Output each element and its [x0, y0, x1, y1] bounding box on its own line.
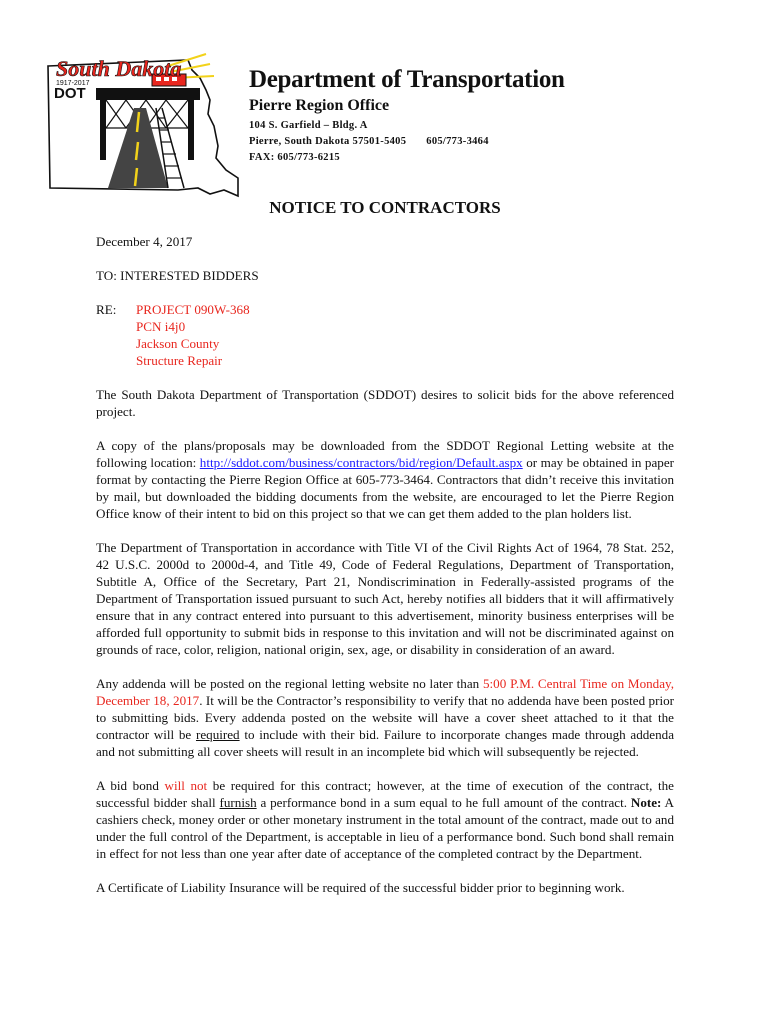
- required-underlined: required: [195, 727, 240, 742]
- letting-website-link[interactable]: http://sddot.com/business/contractors/bid/region/Default.aspx: [199, 455, 523, 470]
- re-county: Jackson County: [136, 336, 220, 351]
- paragraph-addenda: [96, 675, 674, 760]
- bond-text-mid2: a performance bond in a sum equal to he full amount of the contract.: [256, 795, 631, 810]
- phone-number: 605/773-3464: [426, 136, 489, 147]
- address-block: [249, 118, 565, 166]
- department-name: Department of Transportation: [249, 66, 565, 93]
- bond-text-before: A bid bond: [96, 778, 165, 793]
- address-line-2: [249, 134, 565, 150]
- paragraph-plans: [96, 437, 674, 522]
- addenda-text-mid: . It will be the Contractor’s responsibility to verify that no addenda have been posted prior to submitting bids. Every addenda posted on the website will have a cover sheet attached to it that the contractor will be: [96, 693, 675, 742]
- re-work-type: Structure Repair: [136, 353, 223, 368]
- re-project: PROJECT 090W-368: [136, 302, 250, 317]
- sddot-logo-graphic: [38, 48, 244, 198]
- addenda-text-after: to include with their bid. Failure to incorporate changes made through addenda and not submitting all cover sheets will result in an incomplete bid which will subsequently be rejected.: [96, 727, 675, 759]
- paragraph-civil-rights: The Department of Transportation in accordance with Title VI of the Civil Rights Act of 1964, 78 Stat. 252, 42 U.S.C. 2000d to 2000d-4, and Title 49, Code of Federal Regulations, Department of Transportation, Subtitle A, Office of the Secretary, Part 21, Nondiscrimination in Federally-assisted programs of the Department of Transportation issued pursuant to such Act, hereby notifies all bidders that it will affirmatively ensure that in any contract entered into pursuant to this advertisement, minority business enterprises will be afforded full opportunity to submit bids in response to this invitation and will not be discriminated against on grounds of race, color, religion, national origin, sex, age, or disability in consideration of an award.: [96, 540, 674, 657]
- plans-text-after: or may be obtained in paper format by contacting the Pierre Region Office at 605-773-3464. Contractors that didn’t receive this invitation by mail, but downloaded the bidding documents from the website, are encouraged to let the Pierre Region Office know of their intent to bid on this project so that we can get them added to the plan holders list.: [96, 455, 674, 521]
- sddot-logo: [38, 48, 244, 198]
- address-line-1: 104 S. Garfield – Bldg. A: [249, 120, 368, 131]
- bond-text-after: A cashiers check, money order or other monetary instrument in the total amount of the contract, made out to and under the full control of the Department, is acceptable in lieu of a performance bond. Such bond shall remain in effect for not less than one year after date of acceptance of the completed contract by the Department.: [96, 795, 674, 861]
- addenda-text-before: Any addenda will be posted on the regional letting website no later than: [96, 676, 483, 691]
- paragraph-intro: The South Dakota Department of Transportation (SDDOT) desires to solicit bids for the above referenced project.: [96, 387, 674, 419]
- letter-date: December 4, 2017: [96, 234, 193, 249]
- city-state-zip: Pierre, South Dakota 57501-5405: [249, 136, 407, 147]
- bond-text-mid: be required for this contract; however, at the time of execution of the contract, the successful bidder shall: [96, 778, 674, 810]
- re-pcn: PCN i4j0: [136, 319, 186, 334]
- logo-dot: DOT: [54, 85, 86, 102]
- furnish-underlined: furnish: [219, 795, 257, 810]
- notice-title: NOTICE TO CONTRACTORS: [269, 198, 501, 217]
- paragraph-insurance: A Certificate of Liability Insurance will be required of the successful bidder prior to beginning work.: [96, 880, 625, 895]
- to-line: TO: INTERESTED BIDDERS: [96, 268, 259, 283]
- letter-body: [96, 233, 674, 896]
- logo-script-text: South Dakota: [56, 56, 182, 81]
- letterhead: [249, 66, 565, 166]
- plans-text-before: A copy of the plans/proposals may be downloaded from the SDDOT Regional Letting website at the following location:: [96, 438, 674, 470]
- re-label: RE:: [96, 302, 117, 317]
- note-label: Note:: [630, 795, 662, 810]
- paragraph-bond: [96, 777, 674, 862]
- re-block: [96, 301, 674, 369]
- logo-years: 1917-2017: [56, 80, 90, 87]
- addenda-deadline: 5:00 P.M. Central Time on Monday, December 18, 2017: [96, 676, 674, 708]
- fax-number: FAX: 605/773-6215: [249, 152, 340, 163]
- will-not-text: will not: [164, 778, 208, 793]
- re-lines: [136, 301, 250, 369]
- office-name: Pierre Region Office: [249, 97, 390, 114]
